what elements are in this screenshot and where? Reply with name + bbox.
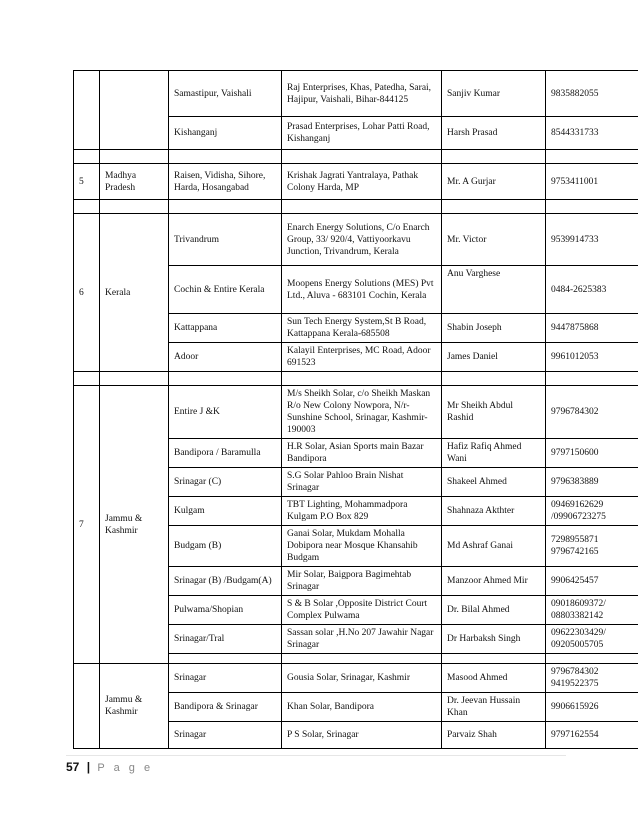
phone-cell: 7298955871 9796742165 bbox=[546, 526, 638, 567]
contact-person-cell: Md Ashraf Ganai bbox=[442, 526, 546, 567]
phone-cell: 9796383889 bbox=[546, 468, 638, 497]
phone-cell: 9961012053 bbox=[546, 343, 638, 372]
phone-cell: 9797162554 bbox=[546, 722, 638, 749]
district-cell: Srinagar/Tral bbox=[169, 625, 282, 654]
dealer-address-cell: Kalayil Enterprises, MC Road, Adoor 691523 bbox=[282, 343, 442, 372]
contact-person-cell: Shahnaza Akthter bbox=[442, 497, 546, 526]
dealer-address-cell: Raj Enterprises, Khas, Patedha, Sarai, Hajipur, Vaishali, Bihar-844125 bbox=[282, 71, 442, 117]
phone-cell: 9539914733 bbox=[546, 214, 638, 266]
dealer-address-cell: S & B Solar ,Opposite District Court Complex Pulwama bbox=[282, 596, 442, 625]
table-row bbox=[74, 71, 638, 117]
contact-person-cell: Mr Sheikh Abdul Rashid bbox=[442, 386, 546, 439]
contact-person-cell: Dr Harbaksh Singh bbox=[442, 625, 546, 654]
district-cell: Srinagar bbox=[169, 664, 282, 693]
dealer-address-cell: Sassan solar ,H.No 207 Jawahir Nagar Srinagar bbox=[282, 625, 442, 654]
phone-cell: 09018609372/ 08803382142 bbox=[546, 596, 638, 625]
state-cell: Jammu & Kashmir bbox=[100, 386, 169, 664]
sr-no-cell bbox=[74, 664, 100, 749]
dealer-address-cell: Gousia Solar, Srinagar, Kashmir bbox=[282, 664, 442, 693]
dealer-address-cell: Sun Tech Energy System,St B Road, Kattappana Kerala-685508 bbox=[282, 314, 442, 343]
contact-person-cell: Shakeel Ahmed bbox=[442, 468, 546, 497]
page-label: P a g e bbox=[97, 762, 154, 774]
contact-person-cell: Dr. Jeevan Hussain Khan bbox=[442, 693, 546, 722]
footer-divider bbox=[66, 755, 566, 756]
phone-cell: 9796784302 bbox=[546, 386, 638, 439]
dealer-address-cell: Ganai Solar, Mukdam Mohalla Dobipora near Mosque Khansahib Budgam bbox=[282, 526, 442, 567]
dealer-address-cell: Enarch Energy Solutions, C/o Enarch Group, 33/ 920/4, Vattiyoorkavu Junction, Trivandrum, Kerala bbox=[282, 214, 442, 266]
contact-person-cell: Parvaiz Shah bbox=[442, 722, 546, 749]
phone-cell: 9906615926 bbox=[546, 693, 638, 722]
dealer-address-cell: P S Solar, Srinagar bbox=[282, 722, 442, 749]
phone-cell: 8544331733 bbox=[546, 117, 638, 150]
phone-cell: 09469162629 /09906723275 bbox=[546, 497, 638, 526]
district-cell: Entire J &K bbox=[169, 386, 282, 439]
table-row bbox=[74, 214, 638, 266]
footer-separator: | bbox=[86, 760, 91, 774]
phone-cell: 9753411001 bbox=[546, 164, 638, 200]
contact-person-cell: Anu Varghese bbox=[442, 266, 546, 314]
phone-cell: 0484-2625383 bbox=[546, 266, 638, 314]
district-cell: Trivandrum bbox=[169, 214, 282, 266]
separator-row bbox=[74, 200, 638, 214]
contact-person-cell: Hafiz Rafiq Ahmed Wani bbox=[442, 439, 546, 468]
phone-cell: 9447875868 bbox=[546, 314, 638, 343]
district-cell: Bandipora & Srinagar bbox=[169, 693, 282, 722]
state-cell: Jammu & Kashmir bbox=[100, 664, 169, 749]
district-cell: Bandipora / Baramulla bbox=[169, 439, 282, 468]
separator-row bbox=[74, 372, 638, 386]
district-cell: Srinagar bbox=[169, 722, 282, 749]
district-cell: Budgam (B) bbox=[169, 526, 282, 567]
state-cell bbox=[100, 71, 169, 150]
dealer-address-cell: Krishak Jagrati Yantralaya, Pathak Colony Harda, MP bbox=[282, 164, 442, 200]
phone-cell: 09622303429/ 09205005705 bbox=[546, 625, 638, 654]
dealer-address-cell: S.G Solar Pahloo Brain Nishat Srinagar bbox=[282, 468, 442, 497]
district-cell: Pulwama/Shopian bbox=[169, 596, 282, 625]
district-cell: Cochin & Entire Kerala bbox=[169, 266, 282, 314]
contact-person-cell: Manzoor Ahmed Mir bbox=[442, 567, 546, 596]
district-cell: Kattappana bbox=[169, 314, 282, 343]
district-cell: Kishanganj bbox=[169, 117, 282, 150]
state-cell: Madhya Pradesh bbox=[100, 164, 169, 200]
page-footer bbox=[66, 760, 153, 774]
state-cell: Kerala bbox=[100, 214, 169, 372]
sr-no-cell: 6 bbox=[74, 214, 100, 372]
contact-person-cell: Harsh Prasad bbox=[442, 117, 546, 150]
contact-person-cell: James Daniel bbox=[442, 343, 546, 372]
district-cell: Raisen, Vidisha, Sihore, Harda, Hosangabad bbox=[169, 164, 282, 200]
sr-no-cell: 5 bbox=[74, 164, 100, 200]
contact-person-cell: Dr. Bilal Ahmed bbox=[442, 596, 546, 625]
table-row bbox=[74, 664, 638, 693]
district-cell: Srinagar (C) bbox=[169, 468, 282, 497]
phone-cell: 9796784302 9419522375 bbox=[546, 664, 638, 693]
contact-person-cell: Masood Ahmed bbox=[442, 664, 546, 693]
contact-person-cell: Shabin Joseph bbox=[442, 314, 546, 343]
table-row bbox=[74, 386, 638, 439]
phone-cell: 9835882055 bbox=[546, 71, 638, 117]
phone-cell: 9797150600 bbox=[546, 439, 638, 468]
dealer-address-cell: Prasad Enterprises, Lohar Patti Road, Kishanganj bbox=[282, 117, 442, 150]
phone-cell: 9906425457 bbox=[546, 567, 638, 596]
separator-row bbox=[74, 150, 638, 164]
sr-no-cell bbox=[74, 71, 100, 150]
contact-person-cell: Mr. Victor bbox=[442, 214, 546, 266]
district-cell: Kulgam bbox=[169, 497, 282, 526]
dealer-table bbox=[73, 70, 638, 749]
district-cell: Samastipur, Vaishali bbox=[169, 71, 282, 117]
dealer-address-cell: M/s Sheikh Solar, c/o Sheikh Maskan R/o New Colony Nowpora, N/r-Sunshine School, Srinagar, Kashmir-190003 bbox=[282, 386, 442, 439]
dealer-address-cell: Moopens Energy Solutions (MES) Pvt Ltd., Aluva - 683101 Cochin, Kerala bbox=[282, 266, 442, 314]
dealer-address-cell: Mir Solar, Baigpora Bagimehtab Srinagar bbox=[282, 567, 442, 596]
table-row bbox=[74, 164, 638, 200]
dealer-address-cell: H.R Solar, Asian Sports main Bazar Bandipora bbox=[282, 439, 442, 468]
page-number: 57 bbox=[66, 760, 80, 774]
district-cell: Adoor bbox=[169, 343, 282, 372]
contact-person-cell: Mr. A Gurjar bbox=[442, 164, 546, 200]
dealer-address-cell: TBT Lighting, Mohammadpora Kulgam P.O Box 829 bbox=[282, 497, 442, 526]
contact-person-cell: Sanjiv Kumar bbox=[442, 71, 546, 117]
dealer-address-cell: Khan Solar, Bandipora bbox=[282, 693, 442, 722]
sr-no-cell: 7 bbox=[74, 386, 100, 664]
district-cell: Srinagar (B) /Budgam(A) bbox=[169, 567, 282, 596]
